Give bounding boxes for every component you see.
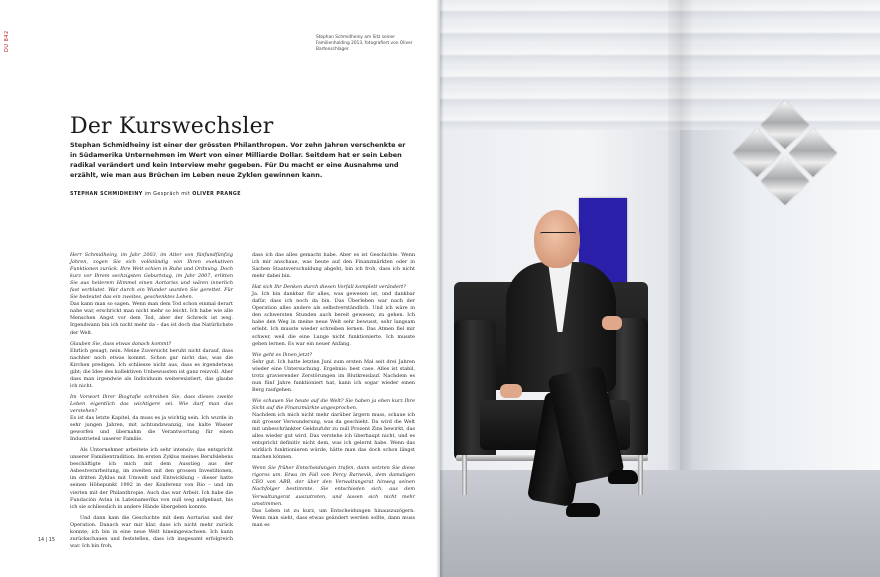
interview-question: Wenn Sie früher Entscheidungen trafen, dann setzten Sie diese rigoros um. Etwa im Fall von Percy Barnevik, dem damaligen CEO von ABB, der über den Verwaltungsrat hinweg seinen Nachfolger bestimmte. Sie entschieden sich, aus dem Verwaltungsrat auszutreten, und lassen sich nicht mehr umstimmen. xyxy=(252,465,415,507)
metal-wall-sculpture xyxy=(730,100,840,210)
interview-question: Wie geht es Ihnen jetzt? xyxy=(252,351,312,358)
armchair-leg xyxy=(638,455,643,495)
byline-author: OLIVER PRANGE xyxy=(192,192,241,197)
portrait-man-hand xyxy=(500,384,522,398)
photo-wall-corner xyxy=(668,0,692,470)
text-column-right xyxy=(252,252,415,533)
byline-middle: im Gespräch mit xyxy=(144,192,191,197)
article-headline: Der Kurswechsler xyxy=(70,114,274,139)
interview-answer: Sehr gut. Ich hatte letzten Juni zum ersten Mal seit drei Jahren wieder eine Untersuchung. Ergebnis: best case. Alles ist stabil, trotz gravierender Zerstörungen im Blutkreislauf. Nachdem es nun fünf Jahre funktioniert hat, kann ich sogar wieder einen Berg raufgehen. xyxy=(252,358,415,393)
interview-answer: Nachdem ich mich nicht mehr darüber ärgern muss, schaue ich mit grosser Verwunderung, was da geschieht. Da wird die Welt mit unbeschränkter Geldzufuhr zu null Prozent Zins bewirkt, das alles wieder gut wird. Das verstehe ich überhaupt nicht, und es entspricht definitiv nicht dem, was ich gelernt habe. Wenn das wirklich funktionieren würde, hätte man das doch schon längst machen können. xyxy=(252,411,415,461)
byline-subject: STEPHAN SCHMIDHEINY xyxy=(70,192,143,197)
interview-question: Hat sich Ihr Denken durch diesen Vorfall komplett verändert? xyxy=(252,284,406,291)
interview-answer: Das Leben ist zu kurz, um Entscheidungen hinauszuzögern. Wenn man sieht, dass etwas geändert werden sollte, dann muss man es xyxy=(252,507,415,528)
interview-question: Im Vorwort Ihrer Biografie schreiben Sie, dass dieses zweite Leben eigentlich das wichtigere sei. Wie darf man das verstehen? xyxy=(70,393,233,414)
interview-answer: Es ist das letzte Kapitel, da muss es ja wichtig sein. Ich wurde in sehr jungen Jahren, mit achtundzwanzig, ins kalte Wasser geworfen und übernahm die Verantwortung für einen Industrieteil unserer Familie. xyxy=(70,415,233,443)
interview-question: Herr Schmidheiny, im Jahr 2003, im Alter von fünfundfünfzig Jahren, zogen Sie sich vollständig von Ihren exekutiven Funktionen zurück. Ihre Welt schien in Ruhe und Ordnung. Doch kurz vor Ihrem sechzigsten Geburtstag, im Jahr 2007, erlitten Sie aus heiterem Himmel einen Aortariss und wären innerlich fast verblutet. War durch ein Wunder wurden Sie gerettet. Für Sie bedeutet das ein zweites, geschenktes Leben. xyxy=(70,252,233,301)
photo-floor xyxy=(440,470,880,577)
page-numbers: 14 | 15 xyxy=(38,538,55,543)
interview-question: Wie schauen Sie heute auf die Welt? Sie haben ja eben kurz Ihre Sicht auf die Finanzmärkte angesprochen. xyxy=(252,397,415,411)
byline xyxy=(70,192,241,197)
section-tag: DU 842 xyxy=(4,30,10,52)
text-column-left xyxy=(70,252,233,554)
interview-answer: dass ich das alles gemacht habe. Aber es ist Geschichte. Wenn ich mir anschaue, was heute auf den Finanzmärkten oder in Sachen Staatsverschuldung abgeht, bin ich froh, dass ich nicht mehr dabei bin. xyxy=(252,252,415,280)
interview-answer: Und dann kam die Geschichte mit dem Aortariss und der Operation. Danach war mir klar, dass ich nicht mehr zurück konnte; ich bin in eine neue Welt hineingewachsen. Ich kann zurückschauen und feststellen, dass ich insgesamt erfolgreich war. Ich bin froh, xyxy=(70,514,233,549)
interview-answer: Das kann man so sagen. Wenn man dem Tod schon einmal derart nahe war, erschrickt man nicht mehr so leicht. Ich habe wie alle Menschen Angst vor dem Tod, aber der Schreck ist weg. Irgendwann bin ich nicht mehr da – das ist doch das Natürlichste der Welt. xyxy=(70,301,233,336)
interview-answer: Ehrlich gesagt, nein. Meine Zuversicht beruht nicht darauf, dass nachher noch etwas kommt. Schon gar nicht das, was die Kirchen predigen. Ich schliesse nicht aus, dass es irgendetwas gibt; die Idee des kollektiven Unbewussten ist ganz reizvoll. Aber dass man irgendwie als Individuum weiterexistiert, das glaube ich nicht. xyxy=(70,347,233,389)
interview-answer: Als Unternehmer arbeitete ich sehr intensiv; das entspricht unserer Familientradition. Im ersten Zyklus meines Berufslebens beschäftigte ich mich mit dem Ausstieg aus der Asbestverarbeitung, im zweiten mit den grossen Investitionen, im dritten Zyklus mit Umwelt und Entwicklung – dieser hatte seinen Höhepunkt 1992 in der Konferenz von Rio – und im vierten mit der Philanthropie. Auch das war Arbeit. Ich habe die Fundación Avina in Lateinamerika von null weg aufgebaut, bis ich sie schliesslich in andere Hände übergeben konnte. xyxy=(70,447,233,510)
portrait-man-glasses xyxy=(540,232,576,241)
article-lead: Stephan Schmidheiny ist einer der grössten Philanthropen. Vor zehn Jahren verschenkte er in Südamerika Unternehmen im Wert von einer Milliarde Dollar. Seitdem hat er sein Leben radikal verändert und kein Interview mehr gegeben. Für Du macht er eine Ausnahme und erzählt, wie man aus Brüchen im Leben neue Zyklen gewinnen kann. xyxy=(70,141,406,179)
interview-answer: Ja. Ich bin dankbar für alles, was gewesen ist, und dankbar dafür, dass ich noch da bin. Das Überleben war nach der Operation alles andere als selbstverständlich. Und ich wäre in den schwersten Stunden auch bereit gewesen, zu gehen. Ich habe den Weg in meine neue Welt sehr bewusst, sehr langsam erlebt. Ich musste wieder schreiben lernen. Das Atmen fiel mir schwer, weil die eine Lunge nicht funktionierte. Ich musste gehen lernen. Es war ein neuer Anfang. xyxy=(252,291,415,347)
interview-question: Glauben Sie, dass etwas danach kommt? xyxy=(70,340,172,347)
photo-caption: Stephan Schmidheiny am Sitz seiner Familienholding 2013, fotografiert von Oliver Bartenschlager. xyxy=(316,35,413,52)
portrait-man-hand xyxy=(602,316,622,330)
portrait-man-shoe xyxy=(608,470,638,484)
portrait-man-shoe xyxy=(566,503,600,517)
photo-page xyxy=(440,0,880,577)
spread-gutter xyxy=(436,0,444,577)
armchair-leg xyxy=(462,455,467,495)
